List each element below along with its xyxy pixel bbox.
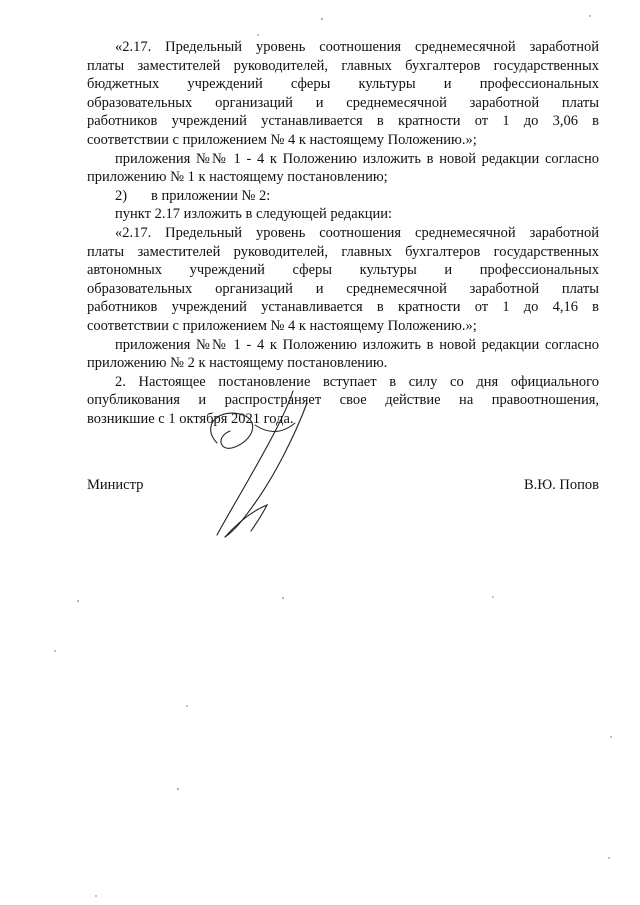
text-line: соответствии с приложением № 4 к настоящему Положению.»;	[87, 317, 477, 334]
text-line: образовательных организаций и среднемесячной заработной платы	[87, 280, 599, 297]
text-line: приложения №№ 1 - 4 к Положению изложить в новой редакции согласно	[115, 150, 599, 167]
text-line: опубликования и распространяет свое действие на правоотношения,	[87, 392, 599, 409]
signatory-name: В.Ю. Попов	[523, 477, 599, 493]
text-line: приложению № 1 к настоящему постановлению;	[87, 169, 388, 186]
paragraph-2-17-second	[87, 224, 599, 336]
paragraph-2-17-first	[87, 38, 599, 150]
text-line: платы заместителей руководителей, главных бухгалтеров государственных	[87, 243, 599, 260]
text-line: возникшие с 1 октября 2021 года.	[87, 410, 294, 427]
list-item-number: 2)	[115, 187, 128, 204]
text-line: «2.17. Предельный уровень соотношения среднемесячной заработной	[115, 39, 599, 55]
text-line: «2.17. Предельный уровень соотношения среднемесячной заработной	[115, 224, 599, 241]
document-body	[87, 38, 599, 428]
text-line: соответствии с приложением № 4 к настоящему Положению.»;	[87, 131, 477, 148]
list-item-2	[87, 187, 599, 206]
list-item-text: в приложении № 2:	[151, 187, 271, 204]
text-line: автономных учреждений сферы культуры и профессиональных	[87, 262, 599, 279]
paragraph-point-2-17: пункт 2.17 изложить в следующей редакции:	[115, 206, 393, 223]
text-line: образовательных организаций и среднемесячной заработной платы	[87, 94, 599, 111]
handwritten-signature	[195, 385, 325, 545]
text-line: работников учреждений устанавливается в кратности от 1 до 4,16 в	[87, 299, 599, 316]
paragraph-effective-date	[87, 373, 599, 429]
paragraph-appendix-1	[87, 150, 599, 187]
paragraph-appendix-2	[87, 336, 599, 373]
text-line: работников учреждений устанавливается в кратности от 1 до 3,06 в	[87, 113, 599, 130]
text-line: платы заместителей руководителей, главных бухгалтеров государственных	[87, 57, 599, 74]
signatory-position: Министр	[87, 477, 144, 493]
text-line: приложению № 2 к настоящему постановлению.	[87, 355, 388, 372]
text-line: 2. Настоящее постановление вступает в силу со дня официального	[115, 373, 599, 390]
text-line: приложения №№ 1 - 4 к Положению изложить в новой редакции согласно	[115, 336, 599, 353]
text-line: бюджетных учреждений сферы культуры и профессиональных	[87, 76, 599, 93]
